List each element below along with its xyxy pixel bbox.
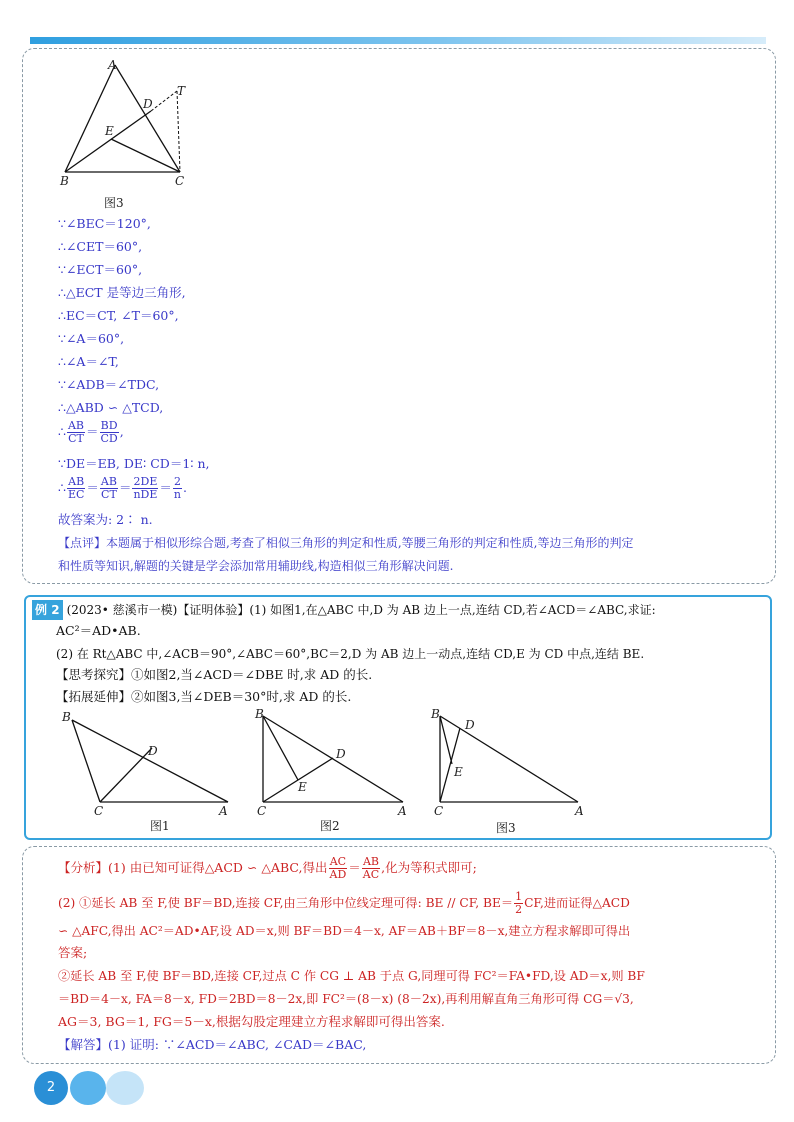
fig2-label-E: E <box>298 780 307 794</box>
analysis-line-3: ∽ △AFC,得出 AC²＝AD•AF,设 AD＝x,则 BF＝BD＝4－x, AF＝AB＋BF＝8－x,建立方程求解即可得出 <box>58 924 631 938</box>
analysis-text: (1) 由已知可证得△ACD ∽ △ABC,得出 <box>108 860 328 875</box>
analysis-tag: 【分析】 <box>58 860 109 875</box>
frac-eq: ＝ <box>118 480 132 495</box>
frac-num: AB <box>68 475 85 488</box>
label-A: A <box>108 58 117 72</box>
answer-start-line <box>58 1035 366 1055</box>
example-line-5: 【拓展延伸】②如图3,当∠DEB＝30°时,求 AD 的长. <box>56 689 352 704</box>
frac-suffix: , <box>119 424 124 439</box>
header-bar <box>30 37 766 44</box>
example-line-2: AC²＝AD•AB. <box>56 623 141 638</box>
example-tag-num: 2 <box>51 603 60 617</box>
analysis-line-6: ＝BD＝4－x, FA＝8－x, FD＝2BD＝8－2x,即 FC²＝(8－x) (8－2x),再利用解直角三角形可得 CG＝√3, <box>58 992 634 1006</box>
solution-line: ∴∠CET＝60°, <box>58 239 143 254</box>
fig1-label-D: D <box>148 744 158 758</box>
frac-den: CT <box>101 488 117 501</box>
solution-line: ∵∠ECT＝60°, <box>58 262 143 277</box>
frac-eq: ＝ <box>85 424 99 439</box>
fig2-label-D: D <box>336 747 346 761</box>
solution-line-de: ∵DE＝EB, DE∶ CD＝1∶ n, <box>58 456 210 471</box>
fig2-label-C: C <box>257 804 267 818</box>
answer-line: 故答案为: 2∶ n. <box>58 512 153 527</box>
answer-tag: 【解答】 <box>58 1037 109 1052</box>
fig3b-label-C: C <box>434 804 444 818</box>
comment-line-1 <box>58 533 633 553</box>
fig3b-label-B: B <box>431 707 440 721</box>
footer-decoration <box>70 1071 106 1105</box>
example-text: (2023• 慈溪市一模)【证明体验】(1) 如图1,在△ABC 中,D 为 AB 边上一点,连结 CD,若∠ACD＝∠ABC,求证: <box>66 603 656 617</box>
example-tag-prefix: 例 <box>35 603 48 617</box>
frac-num: 2DE <box>133 475 158 488</box>
page-number: 2 <box>34 1071 68 1105</box>
fig2-label-A: A <box>398 804 407 818</box>
frac-num: AC <box>329 855 347 868</box>
frac-den: nDE <box>133 488 158 501</box>
analysis-line-7: AG＝3, BG＝1, FG＝5－x,根据勾股定理建立方程求解即可得出答案. <box>58 1014 445 1029</box>
solution-line: ∵∠A＝60°, <box>58 331 125 346</box>
fig3b-label-D: D <box>465 718 475 732</box>
frac-eq: ＝ <box>159 480 172 495</box>
solution-line: ∵∠BEC＝120°, <box>58 216 151 231</box>
solution-line: ∴∠A＝∠T, <box>58 354 119 369</box>
analysis-text: (2) ①延长 AB 至 F,使 BF＝BD,连接 CF,由三角形中位线定理可得: BE // CF, BE＝ <box>58 896 514 910</box>
frac-den: AC <box>362 868 380 881</box>
analysis-line-4: 答案; <box>58 945 88 960</box>
analysis-text: ,化为等积式即可; <box>381 860 477 875</box>
figure3-diagram <box>55 55 215 195</box>
figure1-diagram <box>60 710 240 810</box>
frac-suffix: . <box>183 480 187 495</box>
frac-den: CD <box>100 432 118 445</box>
figure3b-diagram <box>430 710 590 810</box>
label-D: D <box>143 97 153 111</box>
figure2-diagram <box>255 710 415 810</box>
example-tag <box>32 600 63 620</box>
frac-eq: ＝ <box>348 860 361 875</box>
example-line-4: 【思考探究】①如图2,当∠ACD＝∠DBE 时,求 AD 的长. <box>56 667 373 682</box>
frac-den: CT <box>68 432 84 445</box>
solution-line: ∵∠ADB＝∠TDC, <box>58 377 160 392</box>
fig3b-label-A: A <box>575 804 584 818</box>
figure2-caption: 图2 <box>320 819 340 833</box>
frac-den: 2 <box>515 903 523 916</box>
frac-num: AB <box>67 419 84 432</box>
fig3b-label-E: E <box>454 765 463 779</box>
solution-line: ∴EC＝CT, ∠T＝60°, <box>58 308 179 323</box>
fraction-line-1 <box>58 420 124 445</box>
label-B: B <box>60 174 69 188</box>
label-C: C <box>175 174 185 188</box>
frac-num: 2 <box>173 475 181 488</box>
fraction-line-2 <box>58 476 187 501</box>
frac-den: EC <box>67 488 85 501</box>
comment-tag: 【点评】 <box>58 536 107 550</box>
frac-den: n <box>173 488 182 501</box>
figure1-caption: 图1 <box>150 819 170 833</box>
comment-text: 本题属于相似形综合题,考查了相似三角形的判定和性质,等腰三角形的判定和性质,等边三角形的判定 <box>106 536 634 550</box>
footer-decoration <box>106 1071 144 1105</box>
frac-prefix: ∴ <box>58 480 66 495</box>
example-line-1 <box>32 600 656 620</box>
analysis-text: CF,进而证得△ACD <box>524 896 630 910</box>
solution-line: ∴△ABD ∽ △TCD, <box>58 400 164 415</box>
answer-text: (1) 证明: ∵∠ACD＝∠ABC, ∠CAD＝∠BAC, <box>108 1037 367 1052</box>
frac-num: BD <box>100 419 118 432</box>
analysis-line-2 <box>58 891 630 916</box>
fig1-label-B: B <box>62 710 71 724</box>
figure3b-caption: 图3 <box>496 821 516 835</box>
fig1-label-A: A <box>219 804 228 818</box>
frac-den: AD <box>329 868 347 881</box>
example-line-3: (2) 在 Rt△ABC 中,∠ACB＝90°,∠ABC＝60°,BC＝2,D 为 AB 边上一动点,连结 CD,E 为 CD 中点,连结 BE. <box>56 647 645 661</box>
analysis-line-1 <box>58 856 477 881</box>
frac-num: AB <box>100 475 117 488</box>
frac-eq: ＝ <box>86 480 99 495</box>
figure3-caption: 图3 <box>104 196 124 210</box>
label-T: T <box>177 84 186 98</box>
label-E: E <box>105 124 114 138</box>
comment-line-2: 和性质等知识,解题的关键是学会添加常用辅助线,构造相似三角形解决问题. <box>58 559 454 573</box>
frac-prefix: ∴ <box>58 424 66 439</box>
fig1-label-C: C <box>94 804 104 818</box>
fig2-label-B: B <box>255 707 264 721</box>
frac-num: AB <box>362 855 379 868</box>
frac-num: 1 <box>515 890 523 903</box>
solution-line: ∴△ECT 是等边三角形, <box>58 285 186 300</box>
analysis-line-5: ②延长 AB 至 F,使 BF＝BD,连接 CF,过点 C 作 CG ⊥ AB 于点 G,同理可得 FC²＝FA•FD,设 AD＝x,则 BF <box>58 969 645 983</box>
